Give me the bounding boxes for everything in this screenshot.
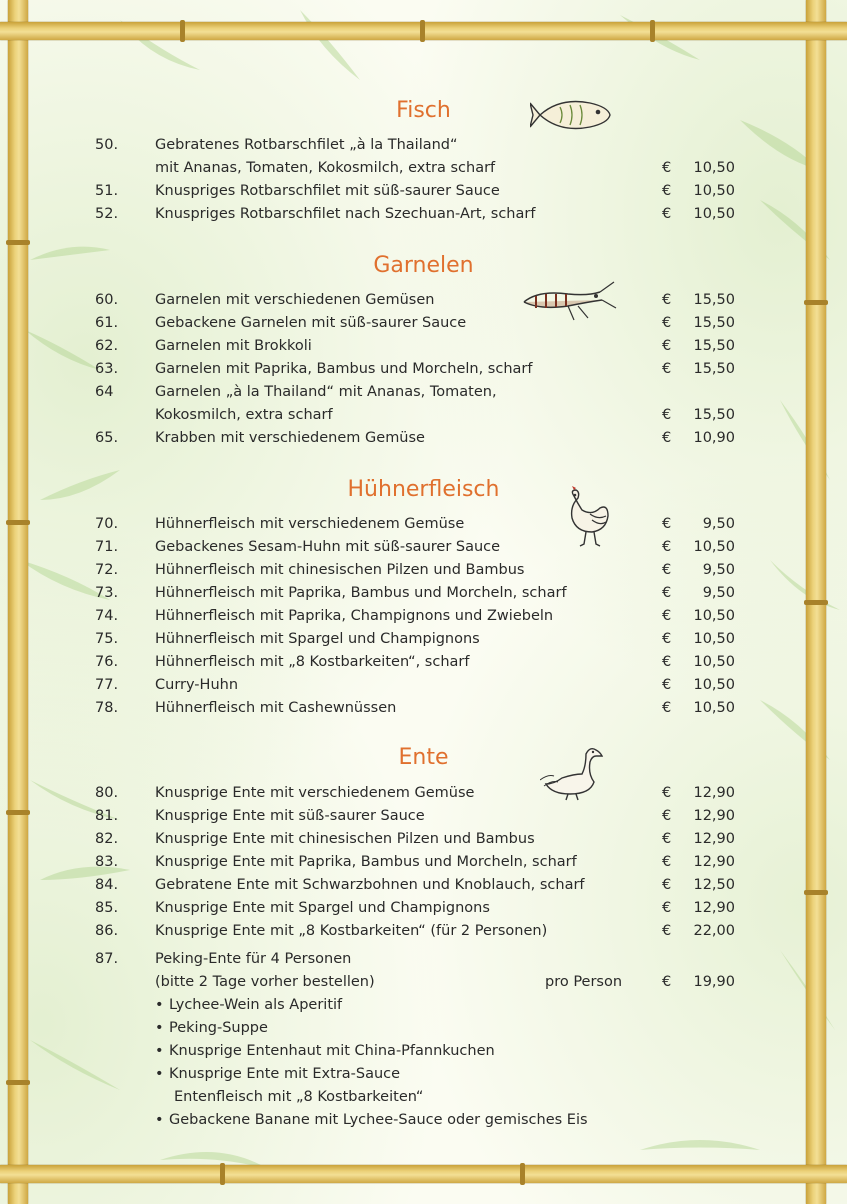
item-number: 78. — [95, 700, 119, 716]
item-description: Hühnerfleisch mit Paprika, Bambus und Morcheln, scharf — [155, 585, 567, 601]
course-list-item — [155, 1043, 495, 1059]
item-number: 63. — [95, 361, 119, 377]
currency-symbol: € — [662, 877, 672, 893]
item-description: Hühnerfleisch mit Paprika, Champignons und Zwiebeln — [155, 608, 554, 624]
menu-item-52 — [0, 206, 847, 229]
currency-symbol: € — [662, 407, 672, 423]
item-number: 82. — [95, 831, 119, 847]
bullet: • — [155, 1043, 164, 1059]
menu-item-60 — [0, 292, 847, 315]
course-text: Peking-Suppe — [169, 1020, 268, 1036]
course-list-item — [155, 1066, 400, 1082]
item-description: Knusprige Ente mit Spargel und Champignons — [155, 900, 490, 916]
currency-symbol: € — [662, 585, 672, 601]
item-number: 70. — [95, 516, 119, 532]
currency-symbol: € — [662, 516, 672, 532]
item-number: 60. — [95, 292, 119, 308]
fish-icon — [530, 95, 614, 135]
menu-item-81 — [0, 808, 847, 831]
item-price: 10,50 — [693, 608, 735, 624]
currency-symbol: € — [662, 160, 672, 176]
menu-item-50-cont — [0, 160, 847, 183]
menu-item-62 — [0, 338, 847, 361]
item-price: 19,90 — [693, 974, 735, 990]
menu-item-86 — [0, 923, 847, 946]
item-price: 10,90 — [693, 430, 735, 446]
currency-symbol: € — [662, 808, 672, 824]
item-price: 12,50 — [693, 877, 735, 893]
item-description: Gebackene Garnelen mit süß-saurer Sauce — [155, 315, 467, 331]
currency-symbol: € — [662, 292, 672, 308]
currency-symbol: € — [662, 700, 672, 716]
item-description: mit Ananas, Tomaten, Kokosmilch, extra scharf — [155, 160, 496, 176]
menu-item-82 — [0, 831, 847, 854]
item-price: 10,50 — [693, 206, 735, 222]
menu-item-70 — [0, 516, 847, 539]
section-title-garnelen: Garnelen — [373, 253, 474, 278]
currency-symbol: € — [662, 900, 672, 916]
course-list-item — [155, 997, 342, 1013]
item-description: Knusprige Ente mit verschiedenem Gemüse — [155, 785, 475, 801]
item-price: 15,50 — [693, 407, 735, 423]
menu-item-73 — [0, 585, 847, 608]
item-description: Knuspriges Rotbarschfilet nach Szechuan-Art, scharf — [155, 206, 536, 222]
currency-symbol: € — [662, 785, 672, 801]
currency-symbol: € — [662, 315, 672, 331]
item-number: 81. — [95, 808, 119, 824]
currency-symbol: € — [662, 183, 672, 199]
menu-item-71 — [0, 539, 847, 562]
menu-item-77 — [0, 677, 847, 700]
item-description: Garnelen mit Paprika, Bambus und Morcheln, scharf — [155, 361, 533, 377]
item-number: 72. — [95, 562, 119, 578]
item-price: 12,90 — [693, 785, 735, 801]
item-number: 65. — [95, 430, 119, 446]
currency-symbol: € — [662, 361, 672, 377]
item-description: Hühnerfleisch mit Cashewnüssen — [155, 700, 397, 716]
section-title-fisch: Fisch — [396, 98, 451, 123]
item-description: Garnelen „à la Thailand“ mit Ananas, Tomaten, — [155, 384, 497, 400]
item-price: 9,50 — [702, 516, 735, 532]
menu-item-87 — [0, 951, 847, 974]
item-description: Knuspriges Rotbarschfilet mit süß-saurer Sauce — [155, 183, 500, 199]
currency-symbol: € — [662, 677, 672, 693]
price-note: pro Person — [545, 974, 623, 990]
bullet: • — [155, 1112, 164, 1128]
currency-symbol: € — [662, 854, 672, 870]
currency-symbol: € — [662, 923, 672, 939]
menu-item-65 — [0, 430, 847, 453]
item-number: 77. — [95, 677, 119, 693]
item-description: Knusprige Ente mit „8 Kostbarkeiten“ (für 2 Personen) — [155, 923, 548, 939]
item-number: 74. — [95, 608, 119, 624]
item-number: 50. — [95, 137, 119, 153]
item-number: 80. — [95, 785, 119, 801]
course-text: Knusprige Entenhaut mit China-Pfannkuchen — [169, 1043, 495, 1059]
menu-item-84 — [0, 877, 847, 900]
course-text: Gebackene Banane mit Lychee-Sauce oder gemisches Eis — [169, 1112, 588, 1128]
item-price: 10,50 — [693, 677, 735, 693]
item-description: (bitte 2 Tage vorher bestellen) — [155, 974, 375, 990]
item-price: 10,50 — [693, 183, 735, 199]
item-description: Knusprige Ente mit chinesischen Pilzen und Bambus — [155, 831, 535, 847]
item-number: 84. — [95, 877, 119, 893]
item-description: Kokosmilch, extra scharf — [155, 407, 333, 423]
item-price: 12,90 — [693, 854, 735, 870]
menu-item-74 — [0, 608, 847, 631]
item-number: 51. — [95, 183, 119, 199]
course-text: Knusprige Ente mit Extra-Sauce — [169, 1066, 401, 1082]
menu-item-76 — [0, 654, 847, 677]
item-description: Peking-Ente für 4 Personen — [155, 951, 352, 967]
menu-item-64 — [0, 384, 847, 407]
course-list-item-continuation — [174, 1089, 423, 1105]
item-price: 9,50 — [702, 562, 735, 578]
course-text: Lychee-Wein als Aperitif — [169, 997, 343, 1013]
course-list-item — [155, 1112, 588, 1128]
item-number: 64 — [95, 384, 114, 400]
currency-symbol: € — [662, 654, 672, 670]
item-description: Hühnerfleisch mit Spargel und Champignons — [155, 631, 480, 647]
item-number: 62. — [95, 338, 119, 354]
item-number: 85. — [95, 900, 119, 916]
currency-symbol: € — [662, 831, 672, 847]
item-price: 10,50 — [693, 631, 735, 647]
item-price: 15,50 — [693, 292, 735, 308]
item-description: Hühnerfleisch mit verschiedenem Gemüse — [155, 516, 465, 532]
bullet: • — [155, 997, 164, 1013]
item-price: 15,50 — [693, 361, 735, 377]
item-description: Garnelen mit Brokkoli — [155, 338, 312, 354]
menu-item-85 — [0, 900, 847, 923]
item-price: 10,50 — [693, 160, 735, 176]
item-number: 76. — [95, 654, 119, 670]
currency-symbol: € — [662, 608, 672, 624]
item-number: 61. — [95, 315, 119, 331]
menu-item-78 — [0, 700, 847, 723]
item-description: Hühnerfleisch mit chinesischen Pilzen und Bambus — [155, 562, 525, 578]
item-number: 75. — [95, 631, 119, 647]
section-title-huehnerfleisch: Hühnerfleisch — [347, 477, 500, 502]
menu-item-61 — [0, 315, 847, 338]
item-description: Gebratenes Rotbarschfilet „à la Thailand“ — [155, 137, 458, 153]
item-price: 12,90 — [693, 900, 735, 916]
menu-item-80 — [0, 785, 847, 808]
menu-item-51 — [0, 183, 847, 206]
item-description: Hühnerfleisch mit „8 Kostbarkeiten“, scharf — [155, 654, 470, 670]
menu-item-83 — [0, 854, 847, 877]
course-list-item — [155, 1020, 268, 1036]
item-price: 10,50 — [693, 539, 735, 555]
item-price: 22,00 — [693, 923, 735, 939]
menu-item-75 — [0, 631, 847, 654]
currency-symbol: € — [662, 974, 672, 990]
item-number: 73. — [95, 585, 119, 601]
item-description: Knusprige Ente mit Paprika, Bambus und Morcheln, scharf — [155, 854, 577, 870]
menu-item-72 — [0, 562, 847, 585]
currency-symbol: € — [662, 206, 672, 222]
currency-symbol: € — [662, 338, 672, 354]
menu-item-64-cont — [0, 407, 847, 430]
item-description: Gebackenes Sesam-Huhn mit süß-saurer Sauce — [155, 539, 501, 555]
item-number: 83. — [95, 854, 119, 870]
item-price: 15,50 — [693, 315, 735, 331]
item-number: 86. — [95, 923, 119, 939]
item-price: 10,50 — [693, 700, 735, 716]
item-description: Knusprige Ente mit süß-saurer Sauce — [155, 808, 425, 824]
bullet: • — [155, 1020, 164, 1036]
item-description: Garnelen mit verschiedenen Gemüsen — [155, 292, 435, 308]
bullet: • — [155, 1066, 164, 1082]
item-number: 71. — [95, 539, 119, 555]
item-number: 52. — [95, 206, 119, 222]
currency-symbol: € — [662, 539, 672, 555]
item-price: 9,50 — [702, 585, 735, 601]
item-price: 12,90 — [693, 831, 735, 847]
item-description: Krabben mit verschiedenem Gemüse — [155, 430, 425, 446]
item-price: 15,50 — [693, 338, 735, 354]
menu-item-87-cont — [0, 974, 847, 997]
item-price: 10,50 — [693, 654, 735, 670]
item-number: 87. — [95, 951, 119, 967]
menu-item-50 — [0, 137, 847, 160]
currency-symbol: € — [662, 562, 672, 578]
item-description: Gebratene Ente mit Schwarzbohnen und Knoblauch, scharf — [155, 877, 585, 893]
currency-symbol: € — [662, 430, 672, 446]
item-price: 12,90 — [693, 808, 735, 824]
menu-item-63 — [0, 361, 847, 384]
item-description: Curry-Huhn — [155, 677, 239, 693]
course-text: Entenfleisch mit „8 Kostbarkeiten“ — [174, 1089, 424, 1105]
currency-symbol: € — [662, 631, 672, 647]
section-title-ente: Ente — [398, 745, 449, 770]
